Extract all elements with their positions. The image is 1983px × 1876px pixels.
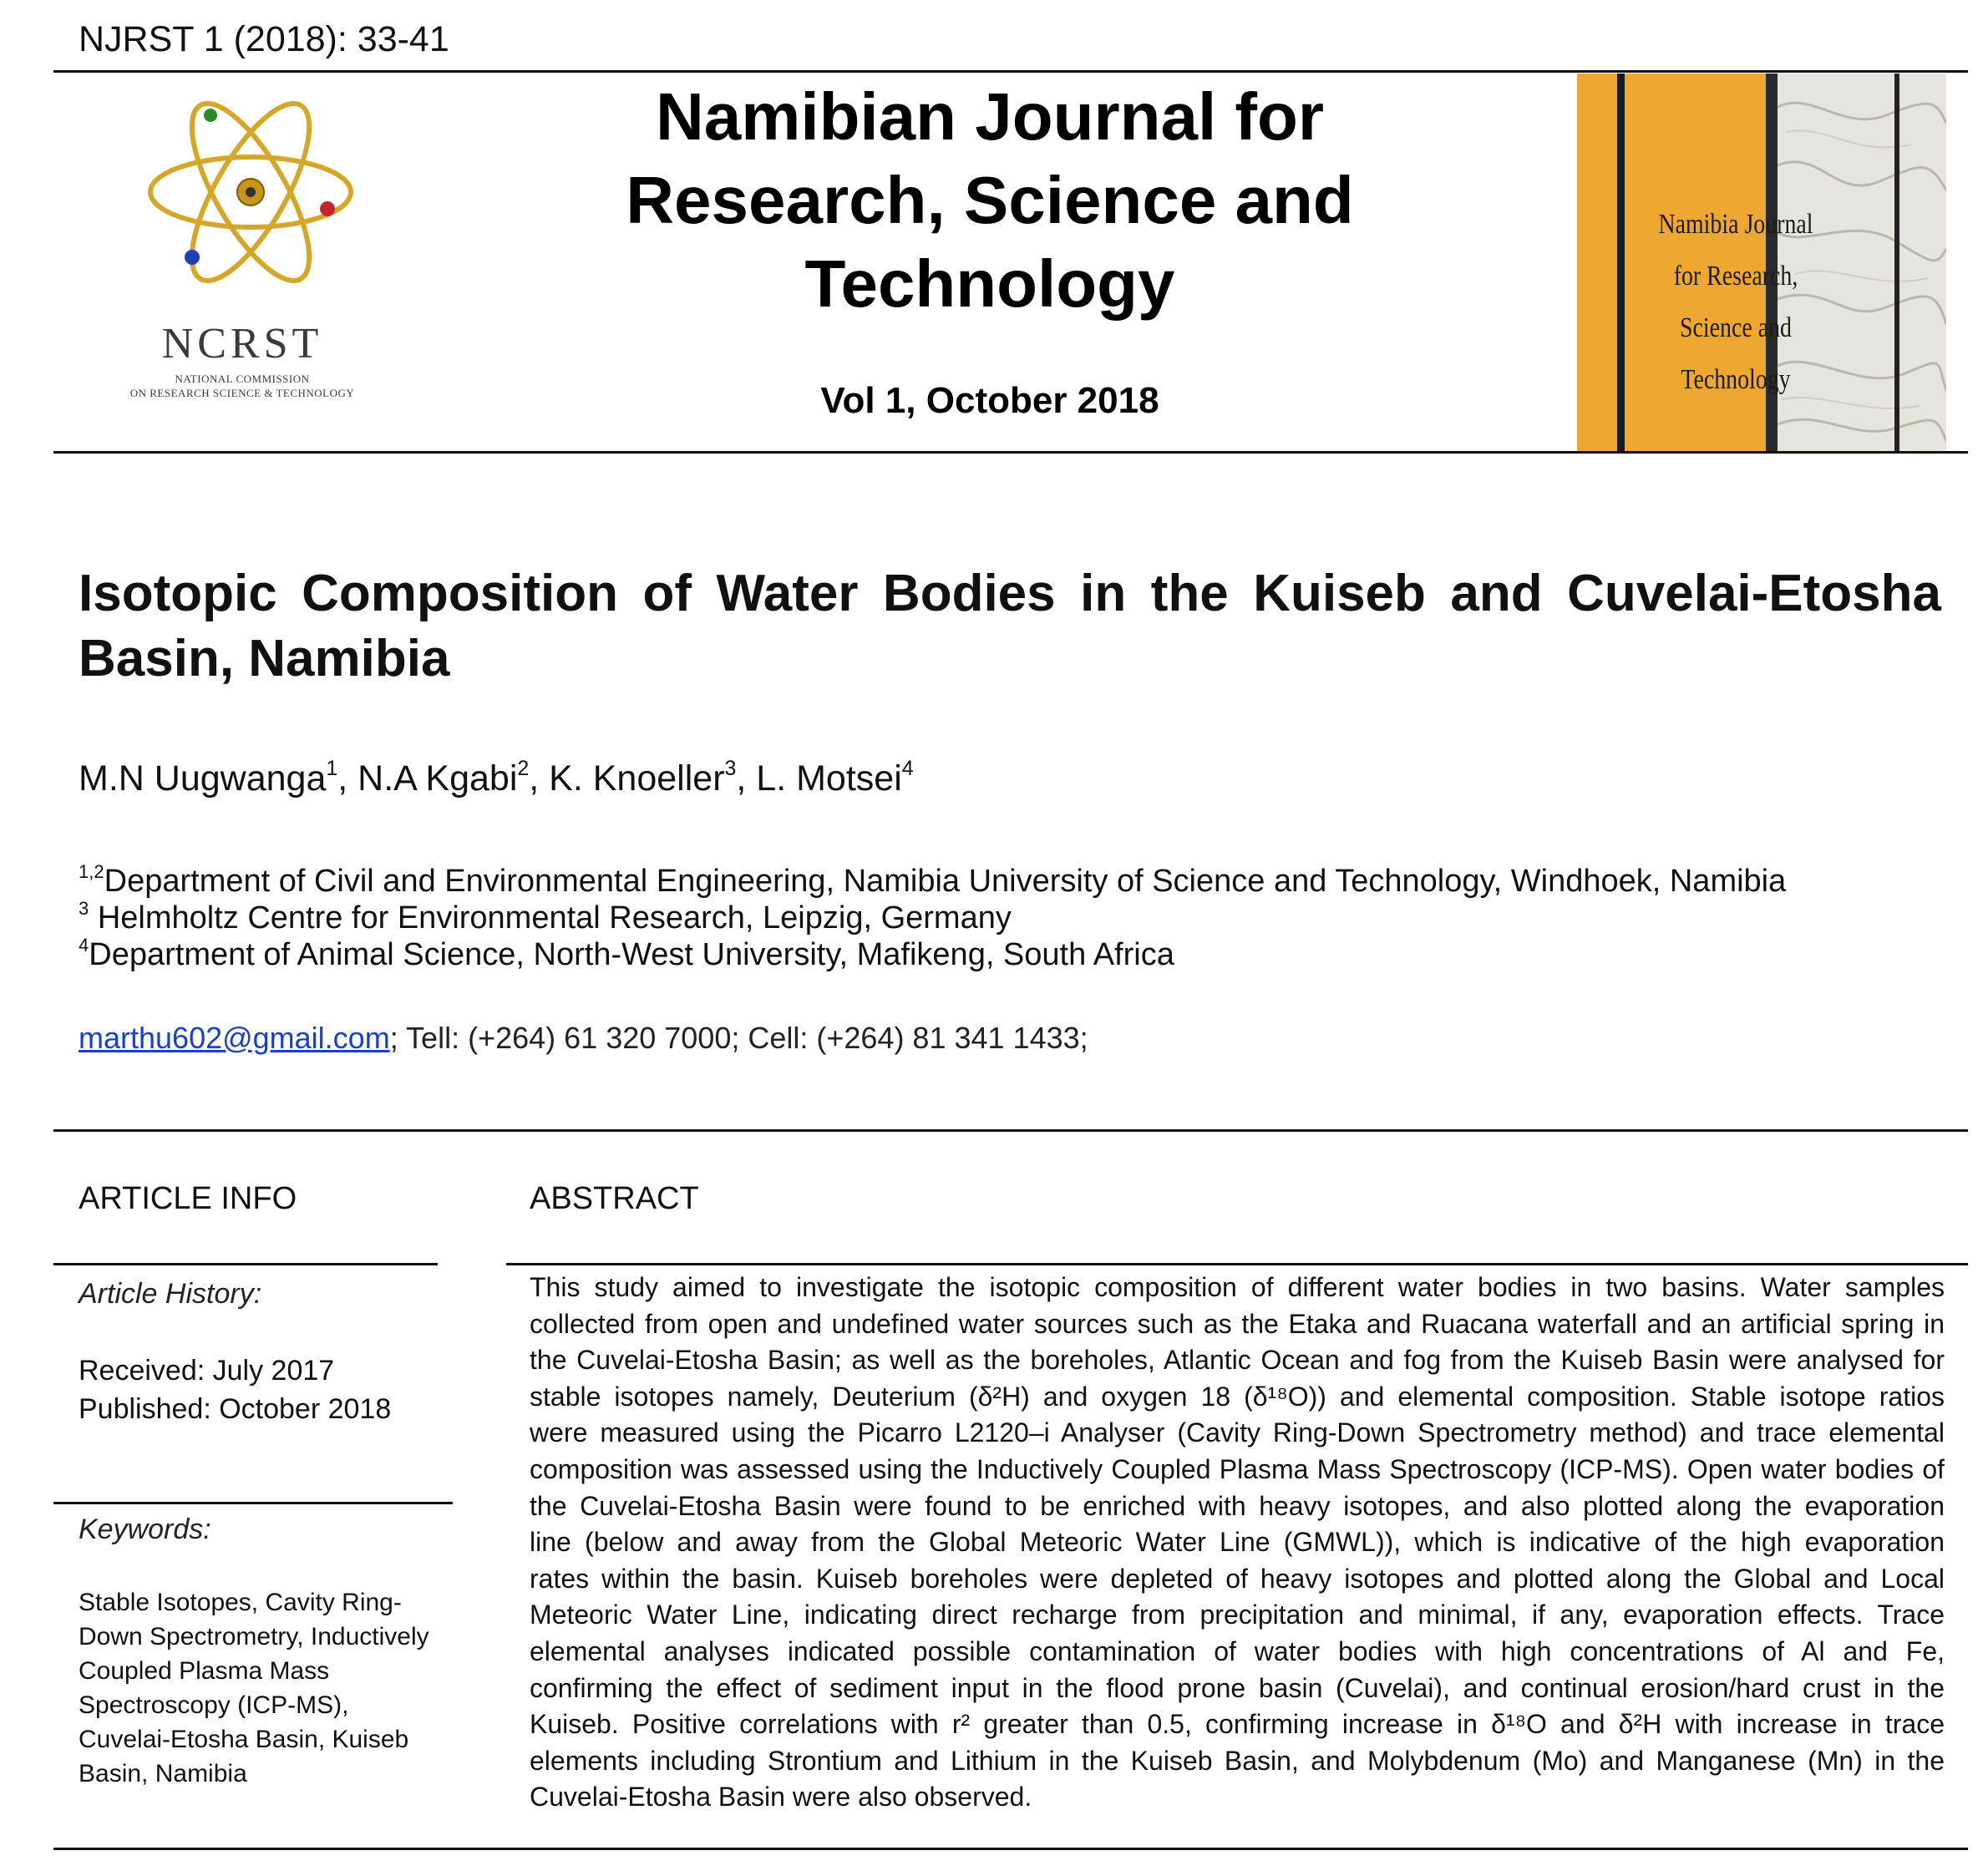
section-rule — [53, 1129, 1968, 1132]
author-name: M.N Uugwanga — [79, 758, 327, 799]
journal-title: Namibian Journal for Research, Science and Technology — [626, 79, 1354, 321]
affiliation — [79, 900, 1012, 936]
ncrst-atom-logo — [142, 92, 359, 292]
affiliation-text: Department of Civil and Environmental Engineering, Namibia University of Science and Technology, Windhoek, Namibia — [104, 864, 1787, 899]
affiliation — [79, 861, 1787, 900]
article-history-label: Article History: — [79, 1278, 262, 1310]
abstract-line: collected from open and undefined water sources such as the Etaka and Ruacana waterfall and an artificial spring in — [530, 1308, 1945, 1339]
cover-title: Namibia Journal for Research, Science and Technology — [1658, 209, 1813, 395]
affiliation-sup: 3 — [79, 898, 89, 920]
citation: NJRST 1 (2018): 33-41 — [79, 19, 449, 59]
keywords-list: Stable Isotopes, Cavity Ring-Down Spectrometry, Inductively Coupled Plasma Mass Spectroscopy (ICP-MS), Cuvelai-Etosha Basin, Kuiseb Basin, Namibia — [79, 1589, 429, 1787]
ncrst-subtitle-line2: ON RESEARCH SCIENCE & TECHNOLOGY — [129, 386, 355, 399]
article-info-heading: ARTICLE INFO — [79, 1181, 297, 1216]
affiliation-sup: 4 — [79, 935, 89, 956]
keywords-rule — [53, 1502, 453, 1504]
abstract-body — [530, 1270, 1945, 1816]
affiliation — [79, 937, 1174, 973]
ncrst-subtitle — [109, 373, 376, 401]
abstract-line: elements including Strontium and Lithium in the Kuiseb Basin, and Molybdenum (Mo) and Manganese (Mn) in the — [530, 1745, 1945, 1776]
published-date: Published: October 2018 — [79, 1393, 392, 1425]
abstract-line: This study aimed to investigate the isotopic composition of different water bodies in two basins. Water samples — [530, 1272, 1945, 1302]
abstract-line: confirming the effect of sediment input in the flood prone basin (Cuvelai), and continual erosion/hard crust in the — [530, 1672, 1945, 1703]
cover-stripe — [1617, 74, 1625, 451]
article-title: Isotopic Composition of Water Bodies in the Kuiseb and Cuvelai-Etosha Basin, Namibia — [79, 565, 1941, 687]
author-name: N.A Kgabi — [358, 758, 518, 799]
email-link[interactable]: marthu602@gmail.com — [79, 1021, 390, 1055]
ncrst-acronym: NCRST — [161, 320, 323, 368]
affiliation-text: Helmholtz Centre for Environmental Research, Leipzig, Germany — [89, 900, 1012, 935]
author-sup: 1 — [326, 757, 338, 781]
abstract-line: the Cuvelai-Etosha Basin were found to be enriched with heavy isotopes, and also plotted along the evaporation — [530, 1490, 1945, 1521]
author-sup: 4 — [901, 757, 914, 781]
author-sup: 2 — [517, 757, 530, 781]
abstract-line: the Cuvelai-Etosha Basin; as well as the boreholes, Atlantic Ocean and fog from the Kuiseb Basin were analysed for — [530, 1345, 1945, 1376]
contact-phone-text: ; Tell: (+264) 61 320 7000; Cell: (+264) 81 341 1433; — [389, 1021, 1088, 1055]
abstract-line: Kuiseb. Positive correlations with r² greater than 0.5, confirming increase in δ¹⁸O and δ²H with increase in trace — [530, 1709, 1945, 1740]
top-rule — [53, 70, 1968, 73]
journal-cover-image — [1577, 74, 1946, 451]
author-list: M.N Uugwanga$^1$, N.A Kgabi$^2$, K. Knoeller$^3$, L. Motsei$^4$ — [79, 757, 914, 799]
bottom-rule — [53, 1848, 1968, 1850]
contact-line — [79, 1021, 1088, 1056]
info-rule — [53, 1263, 438, 1265]
author-sup: 3 — [724, 757, 737, 781]
abstract-line: Cuvelai-Etosha Basin were also observed. — [530, 1782, 1032, 1813]
author-name: K. Knoeller — [549, 758, 725, 799]
abstract-line: line (below and away from the Global Meteoric Water Line (GMWL)), which is indicative of the high evaporation — [530, 1527, 1945, 1558]
abstract-rule — [506, 1263, 1968, 1265]
abstract-line: were measured using the Picarro L2120–i Analyser (Cavity Ring-Down Spectrometry method) and trace elemental — [530, 1417, 1945, 1448]
received-date: Received: July 2017 — [79, 1355, 335, 1387]
keywords-label: Keywords: — [79, 1513, 211, 1545]
header-bottom-rule — [53, 451, 1968, 454]
abstract-line: composition was assessed using the Inductively Coupled Plasma Mass Spectroscopy (ICP-MS). Open water bodies of — [530, 1453, 1945, 1484]
abstract-line: elemental analyses indicated possible contamination of water bodies with high concentrations of Al and Fe, — [530, 1635, 1945, 1666]
journal-volume: Vol 1, October 2018 — [820, 380, 1159, 421]
affiliation-sup: 1,2 — [79, 861, 104, 883]
abstract-line: Meteoric Water Line, indicating direct recharge from precipitation and minimal, if any, evaporation effects. Trace — [530, 1600, 1945, 1630]
affiliation-text: Department of Animal Science, North-West University, Mafikeng, South Africa — [89, 937, 1174, 972]
abstract-line: rates within the basin. Kuiseb boreholes were depleted of heavy isotopes and plotted along the Global and Local — [530, 1563, 1945, 1594]
abstract-heading: ABSTRACT — [530, 1181, 699, 1216]
author-name: L. Motsei — [756, 758, 902, 799]
cover-stripe — [1894, 74, 1899, 451]
ncrst-subtitle-line1: NATIONAL COMMISSION — [175, 373, 310, 385]
abstract-line: stable isotopes namely, Deuterium (δ²H) and oxygen 18 (δ¹⁸O)) and elemental composition. Stable isotope ratios — [530, 1381, 1945, 1412]
